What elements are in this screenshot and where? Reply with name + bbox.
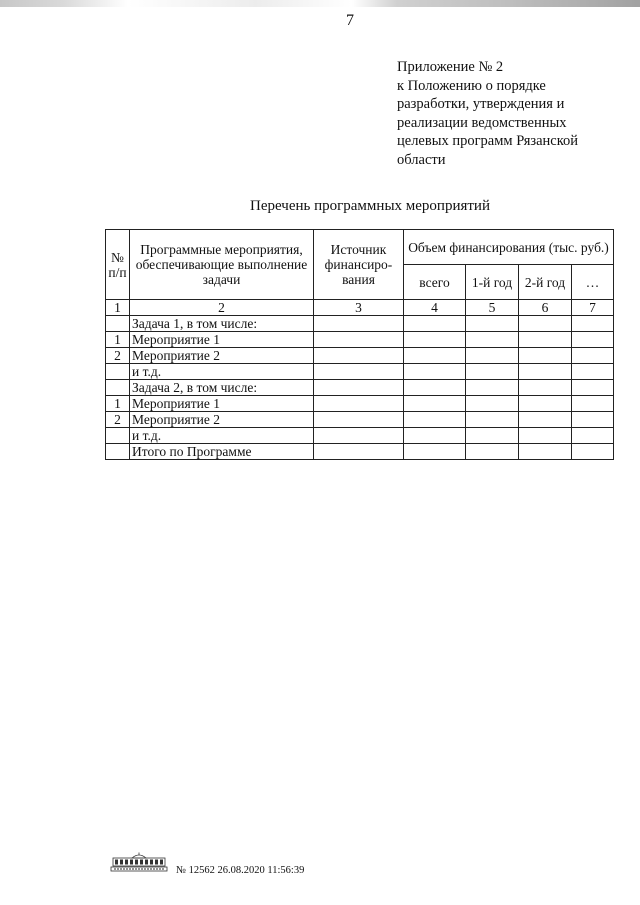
table-row bbox=[106, 412, 614, 428]
table-row bbox=[106, 364, 614, 380]
appendix-line: реализации ведомственных bbox=[397, 114, 567, 131]
table-row bbox=[106, 348, 614, 364]
registry-stamp-icon bbox=[110, 852, 168, 874]
table-row bbox=[106, 380, 614, 396]
row-num bbox=[106, 364, 130, 380]
scan-edge-artifact bbox=[0, 0, 640, 7]
header-total: всего bbox=[404, 265, 466, 300]
row-num: 2 bbox=[106, 348, 130, 364]
header-year2: 2-й год bbox=[519, 265, 572, 300]
appendix-line: Приложение № 2 bbox=[397, 59, 504, 75]
row-name: Мероприятие 2 bbox=[130, 412, 314, 428]
appendix-line: разработки, утверждения и bbox=[397, 96, 565, 112]
header-source: Источник финансиро-вания bbox=[314, 230, 404, 300]
row-name: и т.д. bbox=[130, 428, 314, 444]
activities-table bbox=[105, 229, 614, 460]
row-num bbox=[106, 428, 130, 444]
table-row bbox=[106, 444, 614, 460]
table-row bbox=[106, 396, 614, 412]
row-name: Мероприятие 1 bbox=[130, 332, 314, 348]
document-title: Перечень программных мероприятий bbox=[250, 198, 490, 214]
appendix-line: к Положению о порядке bbox=[397, 77, 546, 94]
row-num bbox=[106, 444, 130, 460]
appendix-line: области bbox=[397, 151, 446, 168]
column-number: 4 bbox=[404, 300, 466, 316]
row-num: 1 bbox=[106, 396, 130, 412]
row-name: Задача 2, в том числе: bbox=[130, 380, 314, 396]
column-number-row bbox=[106, 300, 614, 316]
table-header-row bbox=[106, 230, 614, 265]
row-num: 1 bbox=[106, 332, 130, 348]
row-name: Мероприятие 2 bbox=[130, 348, 314, 364]
column-number: 2 bbox=[130, 300, 314, 316]
header-activities: Программные мероприятия, обеспечивающие выполнение задачи bbox=[130, 230, 314, 300]
header-year1: 1-й год bbox=[466, 265, 519, 300]
row-name: и т.д. bbox=[130, 364, 314, 380]
column-number: 1 bbox=[106, 300, 130, 316]
table-row bbox=[106, 428, 614, 444]
row-num bbox=[106, 380, 130, 396]
row-name: Итого по Программе bbox=[130, 444, 314, 460]
registration-number: № 12562 26.08.2020 11:56:39 bbox=[176, 865, 305, 876]
header-volume: Объем финансирования (тыс. руб.) bbox=[404, 230, 614, 265]
table-row bbox=[106, 332, 614, 348]
registration-footer bbox=[110, 852, 510, 882]
column-number: 7 bbox=[572, 300, 614, 316]
row-name: Мероприятие 1 bbox=[130, 396, 314, 412]
column-number: 5 bbox=[466, 300, 519, 316]
appendix-block bbox=[397, 58, 622, 169]
page-number: 7 bbox=[346, 12, 354, 29]
row-name: Задача 1, в том числе: bbox=[130, 316, 314, 332]
header-num: № п/п bbox=[106, 230, 130, 300]
header-more: … bbox=[572, 265, 614, 300]
row-num: 2 bbox=[106, 412, 130, 428]
table-row bbox=[106, 316, 614, 332]
appendix-line: целевых программ Рязанской bbox=[397, 133, 579, 149]
column-number: 3 bbox=[314, 300, 404, 316]
row-num bbox=[106, 316, 130, 332]
column-number: 6 bbox=[519, 300, 572, 316]
